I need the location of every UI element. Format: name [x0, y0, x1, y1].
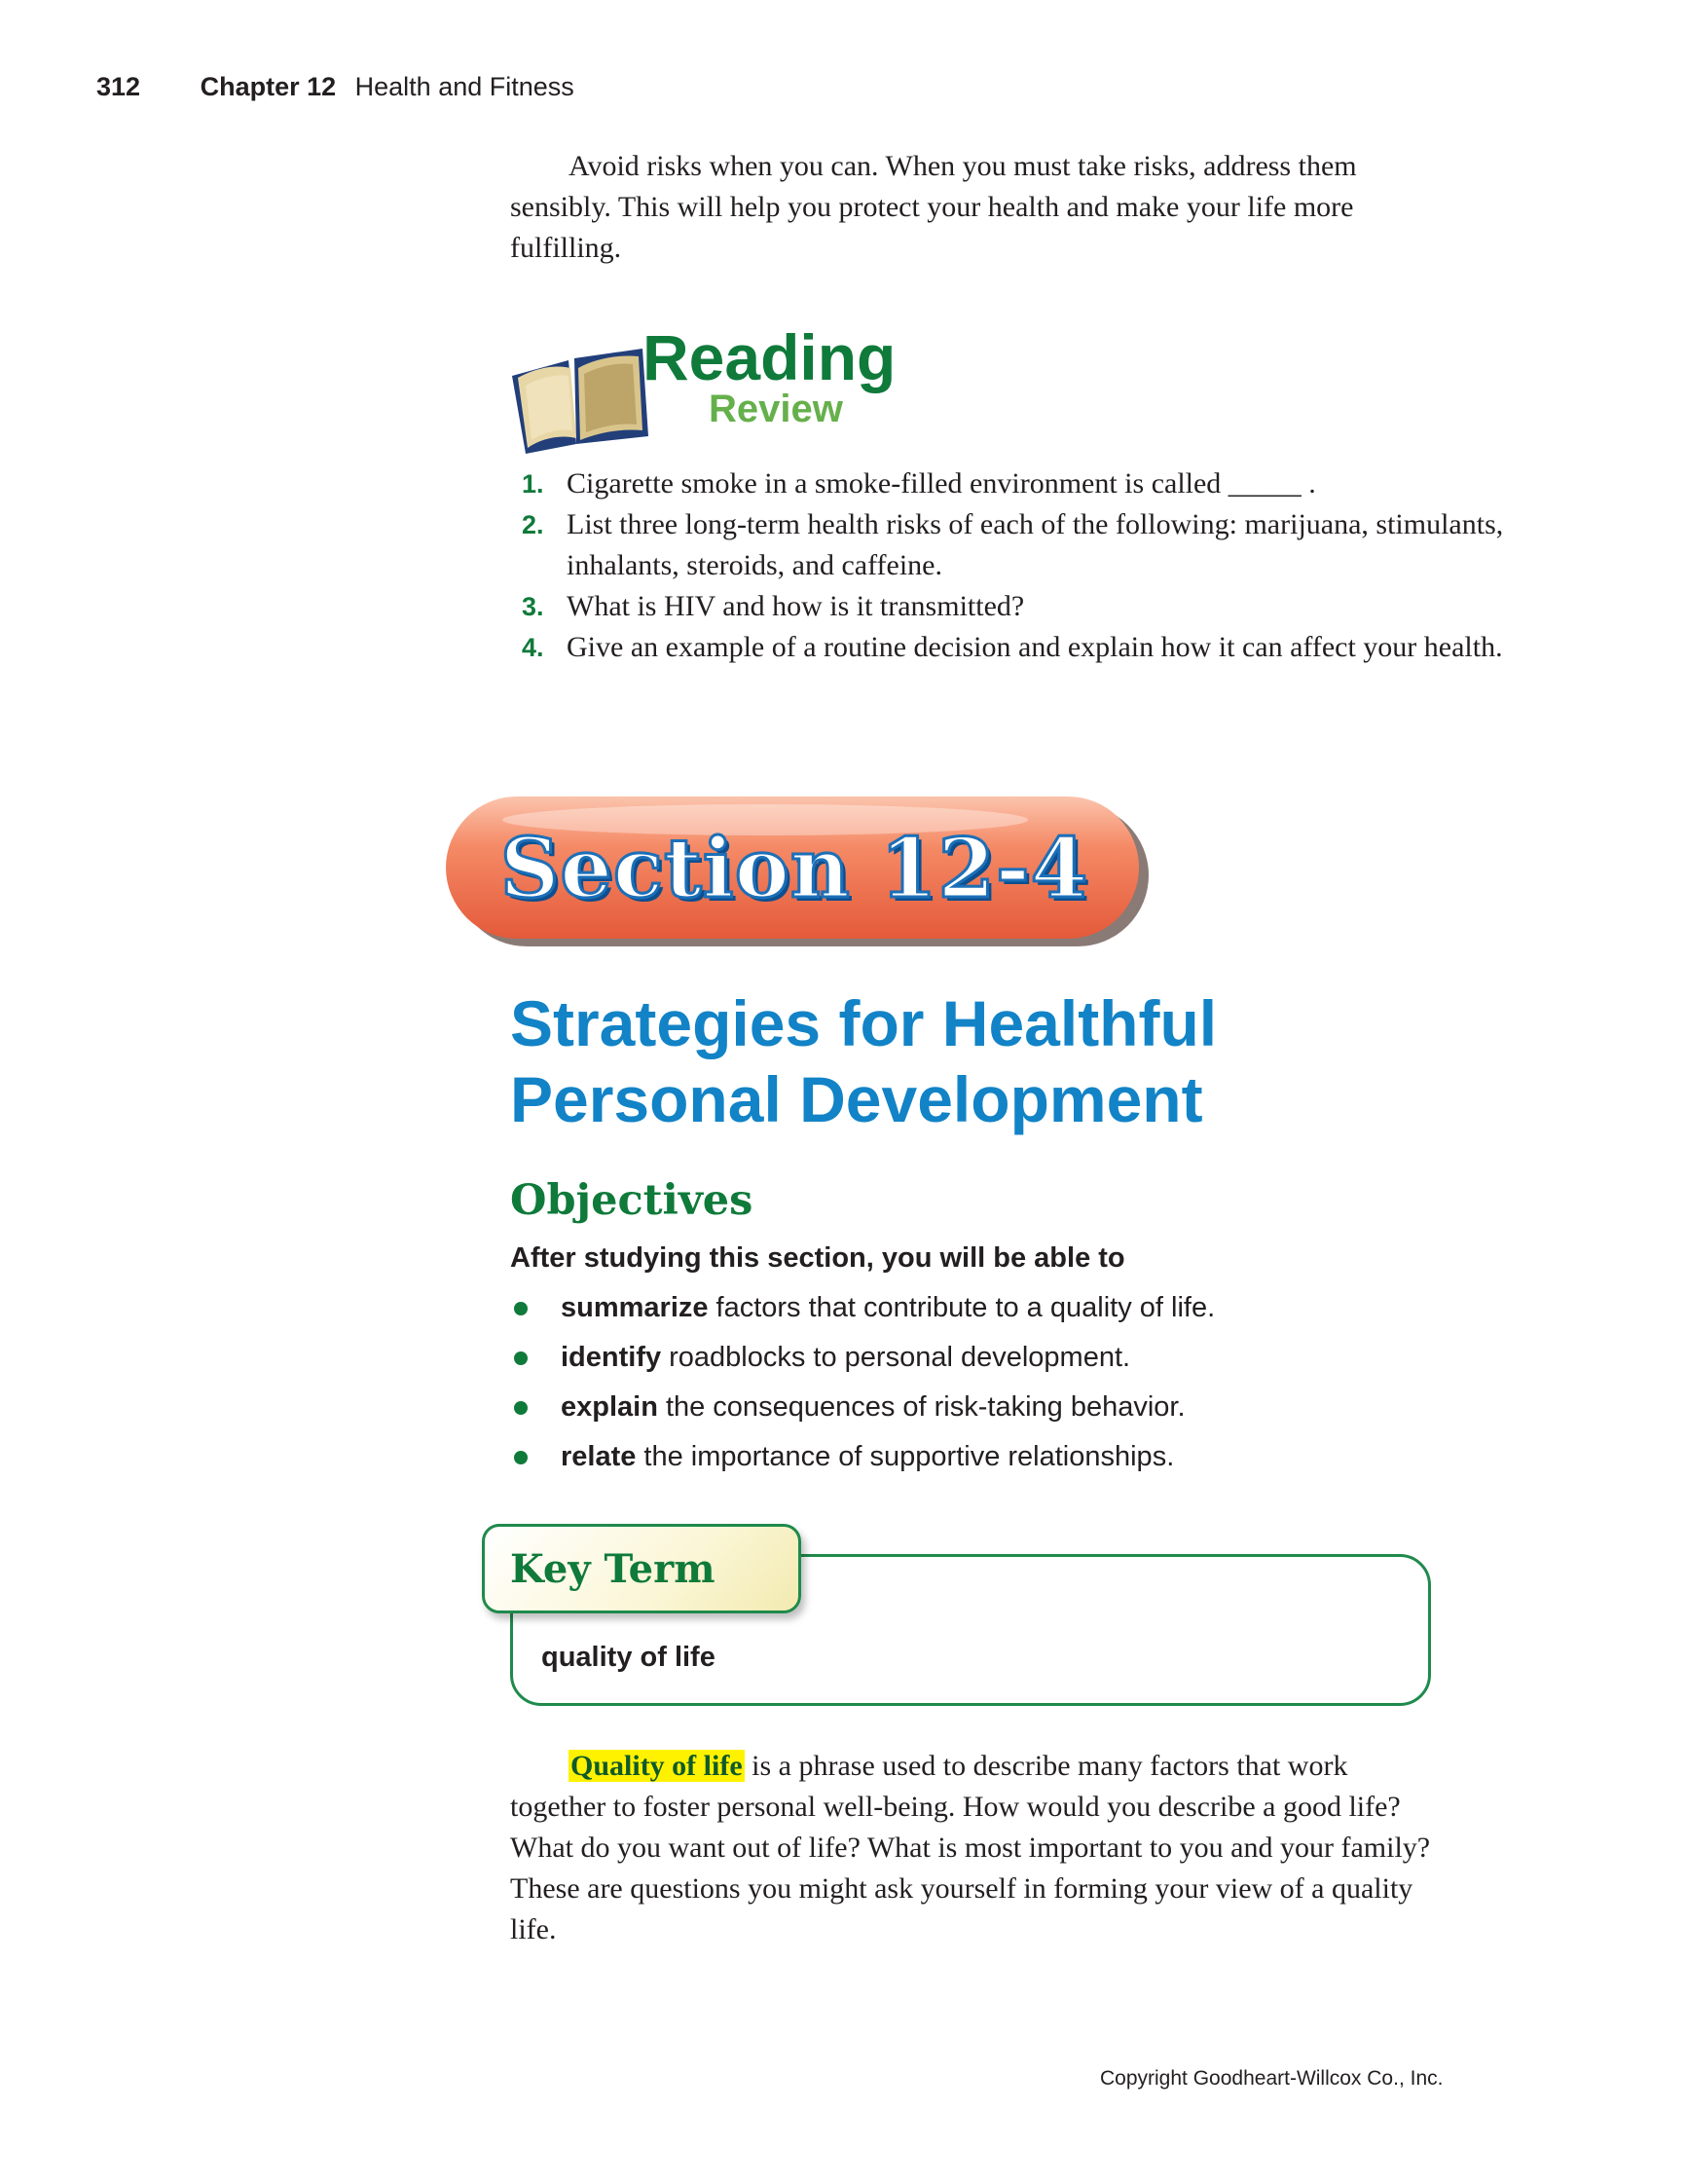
- section-title-line-1: Strategies for Healthful: [510, 987, 1218, 1059]
- question-text: Cigarette smoke in a smoke-filled environment is called _____ .: [567, 467, 1316, 500]
- objective-verb: relate: [561, 1441, 637, 1472]
- key-term-heading: Key Term: [482, 1524, 801, 1613]
- bullet-icon: [514, 1451, 528, 1464]
- question-number: 2.: [522, 510, 544, 539]
- highlighted-term: Quality of life: [570, 1750, 743, 1782]
- question-text: List three long-term health risks of each of the following: marijuana, stimulants, inhalants, steroids, and caffeine.: [567, 508, 1504, 581]
- objective-item: [510, 1333, 1215, 1383]
- objective-text: the importance of supportive relationships.: [643, 1441, 1175, 1472]
- objective-text: factors that contribute to a quality of life.: [715, 1292, 1216, 1323]
- chapter-label: Chapter 12: [200, 72, 337, 101]
- copyright-notice: Copyright Goodheart-Willcox Co., Inc.: [1100, 2067, 1444, 2090]
- objective-text: the consequences of risk-taking behavior.: [665, 1391, 1186, 1423]
- bullet-icon: [514, 1302, 528, 1315]
- section-title: [510, 985, 1217, 1137]
- question-text: What is HIV and how is it transmitted?: [567, 590, 1025, 622]
- chapter-title: Health and Fitness: [354, 72, 574, 101]
- open-book-icon: [506, 347, 652, 456]
- section-banner: [444, 795, 1155, 948]
- reading-review-subtitle: Review: [709, 388, 843, 430]
- objective-text: roadblocks to personal development.: [669, 1342, 1131, 1373]
- review-question: [522, 627, 1505, 668]
- running-header: [96, 72, 574, 102]
- objectives-heading: Objectives: [510, 1176, 753, 1225]
- objectives-list: [510, 1283, 1215, 1482]
- bullet-icon: [514, 1351, 528, 1365]
- objectives-intro: After studying this section, you will be able to: [510, 1242, 1125, 1274]
- review-question: [522, 586, 1505, 627]
- review-question: [522, 463, 1505, 504]
- objective-verb: summarize: [561, 1292, 709, 1323]
- reading-review-title: Reading: [642, 321, 897, 393]
- body-paragraph-text: is a phrase used to describe many factors that work together to foster personal well-being. How would you describe a good life? What do you want out of life? What is most important to you and your family? These are questions you might ask yourself in forming your view of a quality life.: [510, 1750, 1431, 1945]
- review-questions: [522, 463, 1505, 668]
- objective-item: [510, 1383, 1215, 1432]
- section-label: Section 12-4: [499, 819, 1089, 916]
- body-paragraph: [510, 1746, 1445, 1950]
- bullet-icon: [514, 1401, 528, 1415]
- section-title-line-2: Personal Development: [510, 1063, 1203, 1135]
- question-text: Give an example of a routine decision and explain how it can affect your health.: [567, 631, 1503, 663]
- question-number: 4.: [522, 633, 544, 662]
- objective-verb: identify: [561, 1342, 662, 1373]
- intro-paragraph: Avoid risks when you can. When you must take risks, address them sensibly. This will help you protect your health and make your life more fulfilling.: [510, 150, 1357, 264]
- question-number: 3.: [522, 592, 544, 621]
- question-number: 1.: [522, 469, 544, 499]
- key-term-entry: quality of life: [541, 1642, 715, 1673]
- objective-item: [510, 1283, 1215, 1333]
- review-question: [522, 504, 1505, 586]
- objective-verb: explain: [561, 1391, 658, 1423]
- page-number: 312: [96, 72, 141, 101]
- objective-item: [510, 1432, 1215, 1482]
